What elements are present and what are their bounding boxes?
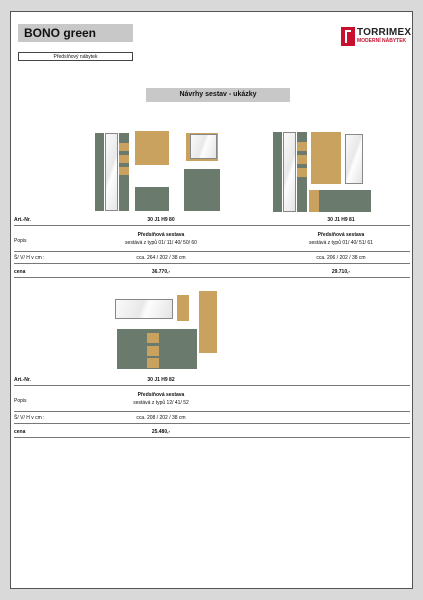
- product-name-2: Předsíňová sestava: [317, 232, 365, 238]
- logo-tagline: MODERNÍ NÁBYTEK: [357, 38, 407, 44]
- price-label-2: cena: [14, 429, 26, 435]
- product-size-2: cca. 206 / 202 / 38 cm: [316, 255, 366, 261]
- art-number-2: 30 J1 H9 81: [327, 217, 355, 223]
- section-title: Návrhy sestav - ukázky: [146, 88, 290, 102]
- art-number-3: 30 J1 H9 82: [147, 377, 175, 383]
- size-label-1: Š/ V/ H v cm :: [14, 255, 45, 261]
- set-3-illustration: [115, 291, 220, 371]
- product-name-3: Předsíňová sestava: [137, 392, 185, 398]
- art-label-2: Art.-Nr.: [14, 377, 31, 383]
- product-desc-2: sestává z typů 01/ 40/ 51/ 61: [309, 240, 373, 246]
- popis-label-1: Popis: [14, 238, 27, 244]
- price-sheet: [10, 11, 413, 589]
- product-price-3: 25.480,-: [151, 429, 171, 435]
- product-desc-1: sestává z typů 01/ 11/ 40/ 50/ 60: [125, 240, 197, 246]
- product-price-1: 36.770,-: [151, 269, 171, 275]
- product-desc-3: sestává z typů 12/ 41/ 52: [133, 400, 189, 406]
- product-size-1: cca. 264 / 202 / 38 cm: [136, 255, 186, 261]
- art-number-1: 30 J1 H9 80: [147, 217, 175, 223]
- page-title: BONO green: [18, 24, 133, 42]
- popis-label-2: Popis: [14, 398, 27, 404]
- category-label: Předsíňový nábytek: [18, 52, 133, 61]
- logo-mark-icon: [341, 27, 355, 46]
- logo-brand: TORRIMEX: [357, 27, 412, 38]
- art-label-1: Art.-Nr.: [14, 217, 31, 223]
- product-size-3: cca. 208 / 202 / 38 cm: [136, 415, 186, 421]
- product-name-1: Předsíňová sestava: [137, 232, 185, 238]
- set-2-illustration: [273, 130, 373, 214]
- size-label-2: Š/ V/ H v cm :: [14, 415, 45, 421]
- torrimex-logo: [341, 27, 412, 51]
- set-1-illustration: [95, 131, 221, 213]
- product-price-2: 29.710,-: [331, 269, 351, 275]
- price-label-1: cena: [14, 269, 26, 275]
